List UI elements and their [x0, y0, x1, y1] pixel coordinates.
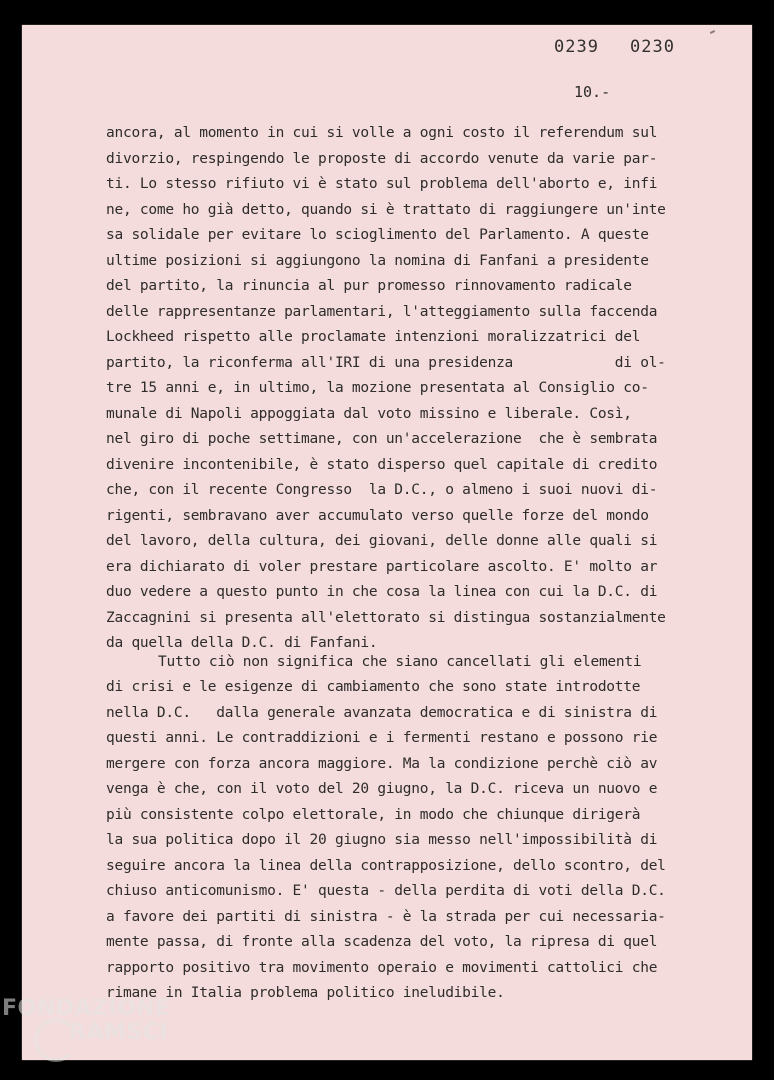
text-line: Lockheed rispetto alle proclamate intenzioni moralizzatrici del [106, 329, 641, 345]
page-number: 10.- [574, 83, 611, 101]
archive-number-secondary: 0230 [630, 37, 675, 57]
text-line: venga è che, con il voto del 20 giugno, la D.C. riceva un nuovo e [106, 781, 658, 797]
watermark-line-2: RAMSCI [69, 1020, 169, 1045]
text-line: ne, come ho già detto, quando si è trattato di raggiungere un'inte [106, 202, 666, 218]
text-line: delle rappresentanze parlamentari, l'atteggiamento sulla faccenda [106, 304, 658, 320]
text-line: che, con il recente Congresso la D.C., o almeno i suoi nuovi di- [106, 482, 658, 498]
text-line: nella D.C. dalla generale avanzata democratica e di sinistra di [106, 705, 658, 721]
text-line: Zaccagnini si presenta all'elettorato si distingua sostanzialmente [106, 610, 666, 626]
text-line: a favore dei partiti di sinistra - è la strada per cui necessaria- [106, 909, 666, 925]
text-line: partito, la riconferma all'IRI di una presidenza di ol- [106, 355, 666, 371]
text-line: da quella della D.C. di Fanfani. [106, 635, 378, 651]
archive-number-primary: 0239 [554, 37, 599, 57]
text-line: rapporto positivo tra movimento operaio e movimenti cattolici che [106, 960, 658, 976]
text-line: sa solidale per evitare lo scioglimento del Parlamento. A queste [106, 227, 649, 243]
text-line: tre 15 anni e, in ultimo, la mozione presentata al Consiglio co- [106, 380, 649, 396]
text-line: questi anni. Le contraddizioni e i fermenti restano e possono rie [106, 730, 658, 746]
document-page [22, 25, 752, 1060]
text-line-indented: Tutto ciò non significa che siano cancellati gli elementi [158, 654, 642, 670]
text-line: seguire ancora la linea della contrapposizione, dello scontro, del [106, 858, 666, 874]
text-line: del partito, la rinuncia al pur promesso rinnovamento radicale [106, 278, 632, 294]
text-line: ancora, al momento in cui si volle a ogni costo il referendum sul [106, 125, 658, 141]
text-line: rigenti, sembravano aver accumulato verso quelle forze del mondo [106, 508, 649, 524]
watermark-logo [2, 996, 202, 1076]
watermark-line-1: FONDAZIONE [2, 996, 171, 1021]
text-line: munale di Napoli appoggiata dal voto missino e liberale. Così, [106, 406, 632, 422]
body-text [22, 25, 752, 1060]
text-line: nel giro di poche settimane, con un'accelerazione che è sembrata [106, 431, 658, 447]
text-line: divenire incontenibile, è stato disperso quel capitale di credito [106, 457, 658, 473]
text-line: più consistente colpo elettorale, in modo che chiunque dirigerà [106, 807, 641, 823]
text-line: duo vedere a questo punto in che cosa la linea con cui la D.C. di [106, 584, 658, 600]
text-line: ti. Lo stesso rifiuto vi è stato sul problema dell'aborto e, infi [106, 176, 658, 192]
text-line: ultime posizioni si aggiungono la nomina di Fanfani a presidente [106, 253, 649, 269]
text-line: la sua politica dopo il 20 giugno sia messo nell'impossibilità di [106, 832, 658, 848]
text-line: del lavoro, della cultura, dei giovani, delle donne alle quali si [106, 533, 658, 549]
text-line: di crisi e le esigenze di cambiamento che sono state introdotte [106, 679, 641, 695]
text-line: divorzio, respingendo le proposte di accordo venute da varie par- [106, 151, 658, 167]
text-line: chiuso anticomunismo. E' questa - della perdita di voti della D.C. [106, 883, 666, 899]
text-line: rimane in Italia problema politico ineludibile. [106, 985, 505, 1001]
text-line: mente passa, di fronte alla scadenza del voto, la ripresa di quel [106, 934, 658, 950]
text-line: mergere con forza ancora maggiore. Ma la condizione perchè ciò av [106, 756, 658, 772]
text-line: era dichiarato di voler prestare particolare ascolto. E' molto ar [106, 559, 658, 575]
